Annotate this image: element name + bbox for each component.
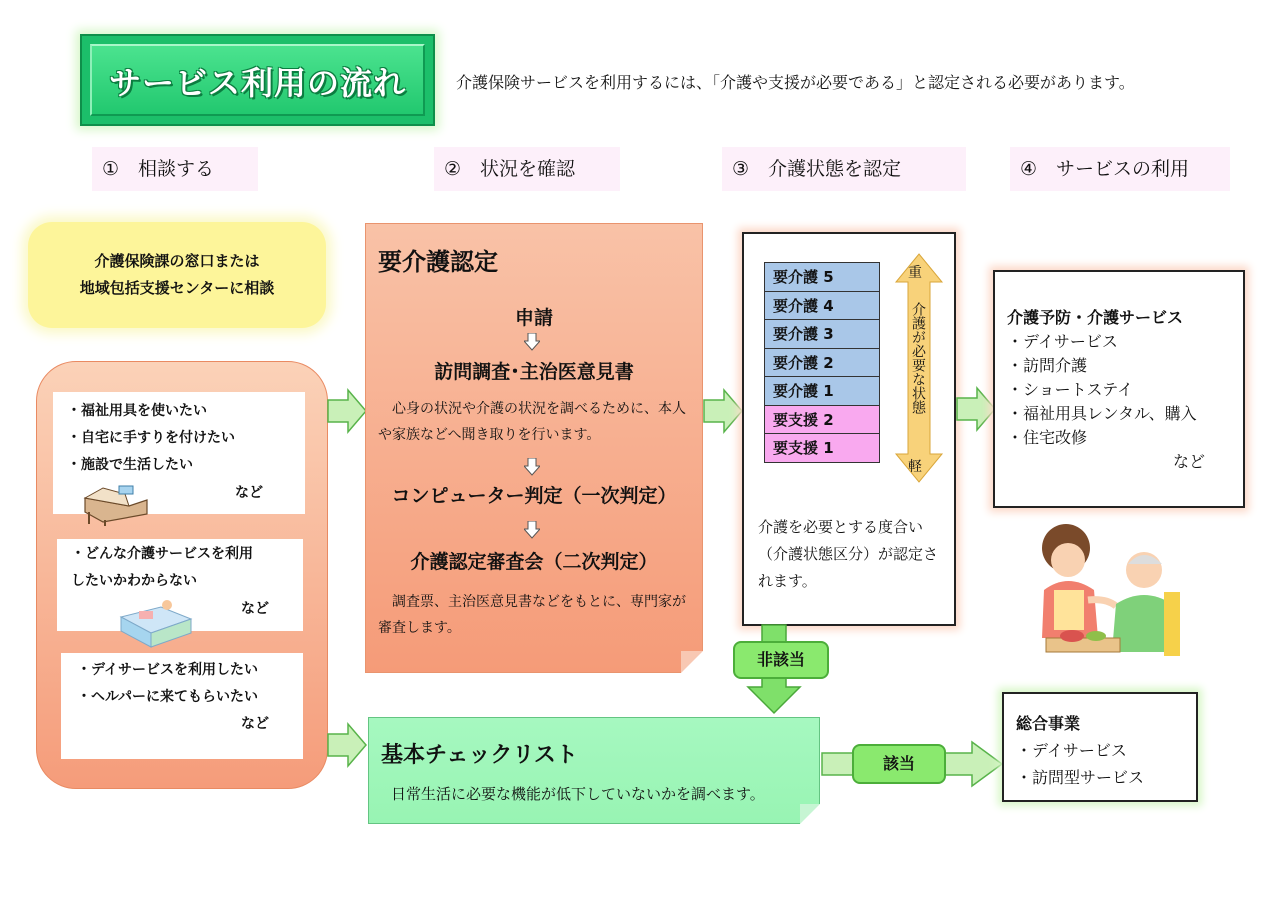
yokaigo-certification-box <box>365 223 703 673</box>
not-applicable-badge: 非該当 <box>733 641 829 679</box>
intro-text: 介護保険サービスを利用するには、「介護や支援が必要である」と認定される必要があります。 <box>456 73 1135 92</box>
level-kaigo-5: 要介護 5 <box>765 263 880 292</box>
need-line: ・福祉用具を使いたい <box>67 403 207 419</box>
caregiver-illustration <box>1032 520 1182 666</box>
need-line: ・どんな介護サービスを利用 <box>71 546 253 562</box>
checklist-desc: 日常生活に必要な機能が低下していないかを調べます。 <box>391 785 765 803</box>
yokaigo-primary: コンピューター判定（一次判定） <box>391 485 677 507</box>
page-title: サービス利用の流れ <box>108 64 406 102</box>
need-line: ・自宅に手すりを付けたい <box>67 430 235 446</box>
need-card-day-service <box>61 653 303 759</box>
step-header-check: ② 状況を確認 <box>434 147 620 191</box>
down-arrow-icon <box>524 458 540 476</box>
level-kaigo-3: 要介護 3 <box>765 320 880 349</box>
arrow-to-yokaigo <box>328 388 368 434</box>
step-header-consult: ① 相談する <box>92 147 258 191</box>
service-item: ・福祉用具レンタル、購入 <box>1007 404 1197 423</box>
yokaigo-survey: 訪問調査･主治医意見書 <box>434 361 634 383</box>
checklist-box <box>368 717 820 824</box>
consult-line-1: 介護保険課の窓口または <box>94 252 260 270</box>
level-kaigo-1: 要介護 1 <box>765 377 880 406</box>
step-header-certify: ③ 介護状態を認定 <box>722 147 966 191</box>
page-fold <box>800 804 820 824</box>
care-bed-icon <box>81 480 151 526</box>
arrow-to-levels <box>704 388 744 434</box>
needs-container <box>36 361 328 789</box>
level-kaigo-2: 要介護 2 <box>765 348 880 377</box>
yokaigo-secondary-desc: 調査票、主治医意見書などをもとに、専門家が審査します。 <box>378 594 686 636</box>
level-kaigo-4: 要介護 4 <box>765 291 880 320</box>
need-nado: など <box>241 716 269 732</box>
checklist-title: 基本チェックリスト <box>381 743 578 768</box>
general-business-box <box>1002 692 1198 802</box>
page-fold <box>681 651 703 673</box>
care-level-table <box>764 262 880 463</box>
yokaigo-apply: 申請 <box>514 307 553 329</box>
applicable-badge: 該当 <box>852 744 946 784</box>
yokaigo-secondary: 介護認定審査会（二次判定） <box>410 551 658 573</box>
care-room-icon <box>115 597 195 649</box>
level-shien-1: 要支援 1 <box>765 434 880 463</box>
service-title: 介護予防・介護サービス <box>1007 308 1184 327</box>
service-item: ・住宅改修 <box>1007 428 1088 447</box>
consult-line-2: 地域包括支援センターに相談 <box>79 279 275 297</box>
heavy-label: 重 <box>908 265 922 281</box>
service-box <box>993 270 1245 508</box>
need-line: ・デイサービスを利用したい <box>77 662 259 678</box>
general-item: ・デイサービス <box>1016 741 1127 760</box>
consult-box <box>28 222 326 328</box>
need-card-unknown <box>57 539 303 631</box>
need-nado: など <box>241 601 269 617</box>
service-nado: など <box>1172 452 1205 471</box>
service-item: ・訪問介護 <box>1007 356 1088 375</box>
level-note: 介護を必要とする度合い（介護状態区分）が認定されます。 <box>758 518 939 590</box>
down-arrow-icon <box>524 333 540 351</box>
level-shien-2: 要支援 2 <box>765 405 880 434</box>
light-label: 軽 <box>908 459 922 475</box>
need-line: ・施設で生活したい <box>67 457 193 473</box>
need-line: したいかわからない <box>71 573 197 589</box>
title-plate <box>80 34 435 126</box>
need-card-equipment <box>53 392 305 514</box>
care-level-box <box>742 232 956 626</box>
general-item: ・訪問型サービス <box>1016 768 1145 787</box>
arrow-to-checklist <box>328 722 368 768</box>
yokaigo-title: 要介護認定 <box>378 248 498 276</box>
yokaigo-survey-desc: 心身の状況や介護の状況を調べるために、本人や家族などへ聞き取りを行います。 <box>378 401 686 443</box>
need-nado: など <box>235 485 263 501</box>
axis-label: 介護が必要な状態 <box>910 302 926 414</box>
arrow-to-services <box>957 386 997 432</box>
need-line: ・ヘルパーに来てもらいたい <box>77 689 259 705</box>
general-title: 総合事業 <box>1016 714 1081 733</box>
service-item: ・ショートステイ <box>1007 380 1134 399</box>
service-item: ・デイサービス <box>1007 332 1118 351</box>
down-arrow-icon <box>524 521 540 539</box>
step-header-service: ④ サービスの利用 <box>1010 147 1230 191</box>
